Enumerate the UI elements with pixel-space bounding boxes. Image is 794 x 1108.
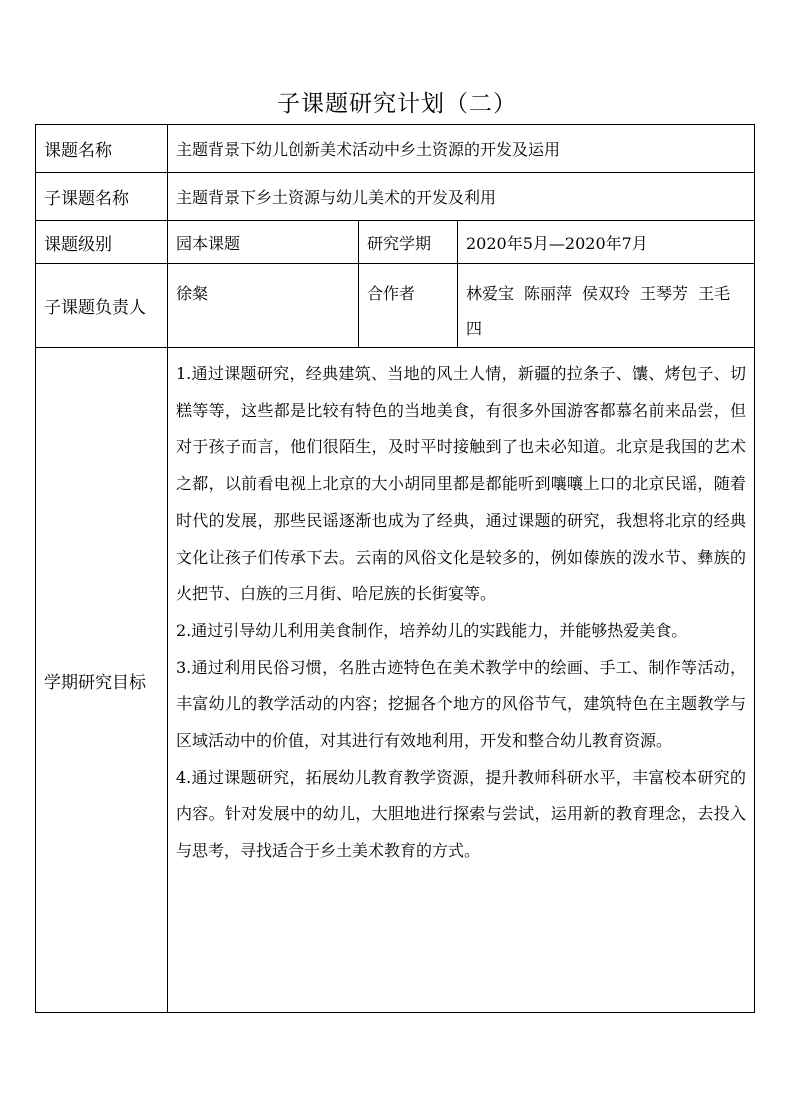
partners-label: 合作者	[359, 264, 458, 348]
partner-name: 陈丽萍	[524, 284, 573, 303]
subtopic-value: 主题背景下乡土资源与幼儿美术的开发及利用	[168, 173, 755, 221]
term-label: 研究学期	[359, 221, 458, 264]
level-value: 园本课题	[168, 221, 359, 264]
term-value: 2020年5月—2020年7月	[458, 221, 755, 264]
leader-value: 徐粲	[168, 264, 359, 348]
goal-item: 1.通过课题研究，经典建筑、当地的风土人情，新疆的拉条子、馕、烤包子、切糕等等，这些都是比较有特色的当地美食，有很多外国游客都慕名前来品尝，但对于孩子而言，他们很陌生，及时平时接触到了也未必知道。北京是我国的艺术之都，以前看电视上北京的大小胡同里都是都能听到嚷嚷上口的北京民谣，随着时代的发展，那些民谣逐渐也成为了经典，通过课题的研究，我想将北京的经典文化让孩子们传承下去。云南的风俗文化是较多的，例如傣族的泼水节、彝族的火把节、白族的三月街、哈尼族的长街宴等。	[176, 364, 747, 604]
subtopic-label: 子课题名称	[36, 173, 168, 221]
partner-name: 林爱宝	[466, 284, 515, 303]
goals-label: 学期研究目标	[36, 348, 168, 1013]
leader-label: 子课题负责人	[36, 264, 168, 348]
page-title: 子课题研究计划（二）	[277, 91, 517, 117]
row-topic	[36, 125, 755, 173]
partner-name: 侯双玲	[582, 284, 631, 303]
level-label: 课题级别	[36, 221, 168, 264]
partners-value	[458, 264, 755, 348]
partner-name: 王琴芳	[640, 284, 689, 303]
row-leader	[36, 264, 755, 348]
goal-item: 2.通过引导幼儿利用美食制作，培养幼儿的实践能力，并能够热爱美食。	[176, 620, 688, 640]
row-level	[36, 221, 755, 264]
topic-label: 课题名称	[36, 125, 168, 173]
partner-name: 王毛四	[466, 284, 731, 338]
row-goals	[36, 348, 755, 1013]
goal-item: 4.通过课题研究，拓展幼儿教育教学资源，提升教师科研水平，丰富校本研究的内容。针对发展中的幼儿，大胆地进行探索与尝试，运用新的教育理念，去投入与思考，寻找适合于乡土美术教育的方式。	[176, 767, 747, 861]
topic-value: 主题背景下幼儿创新美术活动中乡土资源的开发及运用	[168, 125, 755, 173]
goals-content	[168, 348, 755, 1013]
research-plan-table	[35, 124, 755, 1013]
goal-item: 3.通过利用民俗习惯，名胜古迹特色在美术教学中的绘画、手工、制作等活动，丰富幼儿的教学活动的内容；挖掘各个地方的风俗节气，建筑特色在主题教学与区域活动中的价值，对其进行有效地利用，开发和整合幼儿教育资源。	[176, 657, 747, 751]
row-subtopic	[36, 173, 755, 221]
